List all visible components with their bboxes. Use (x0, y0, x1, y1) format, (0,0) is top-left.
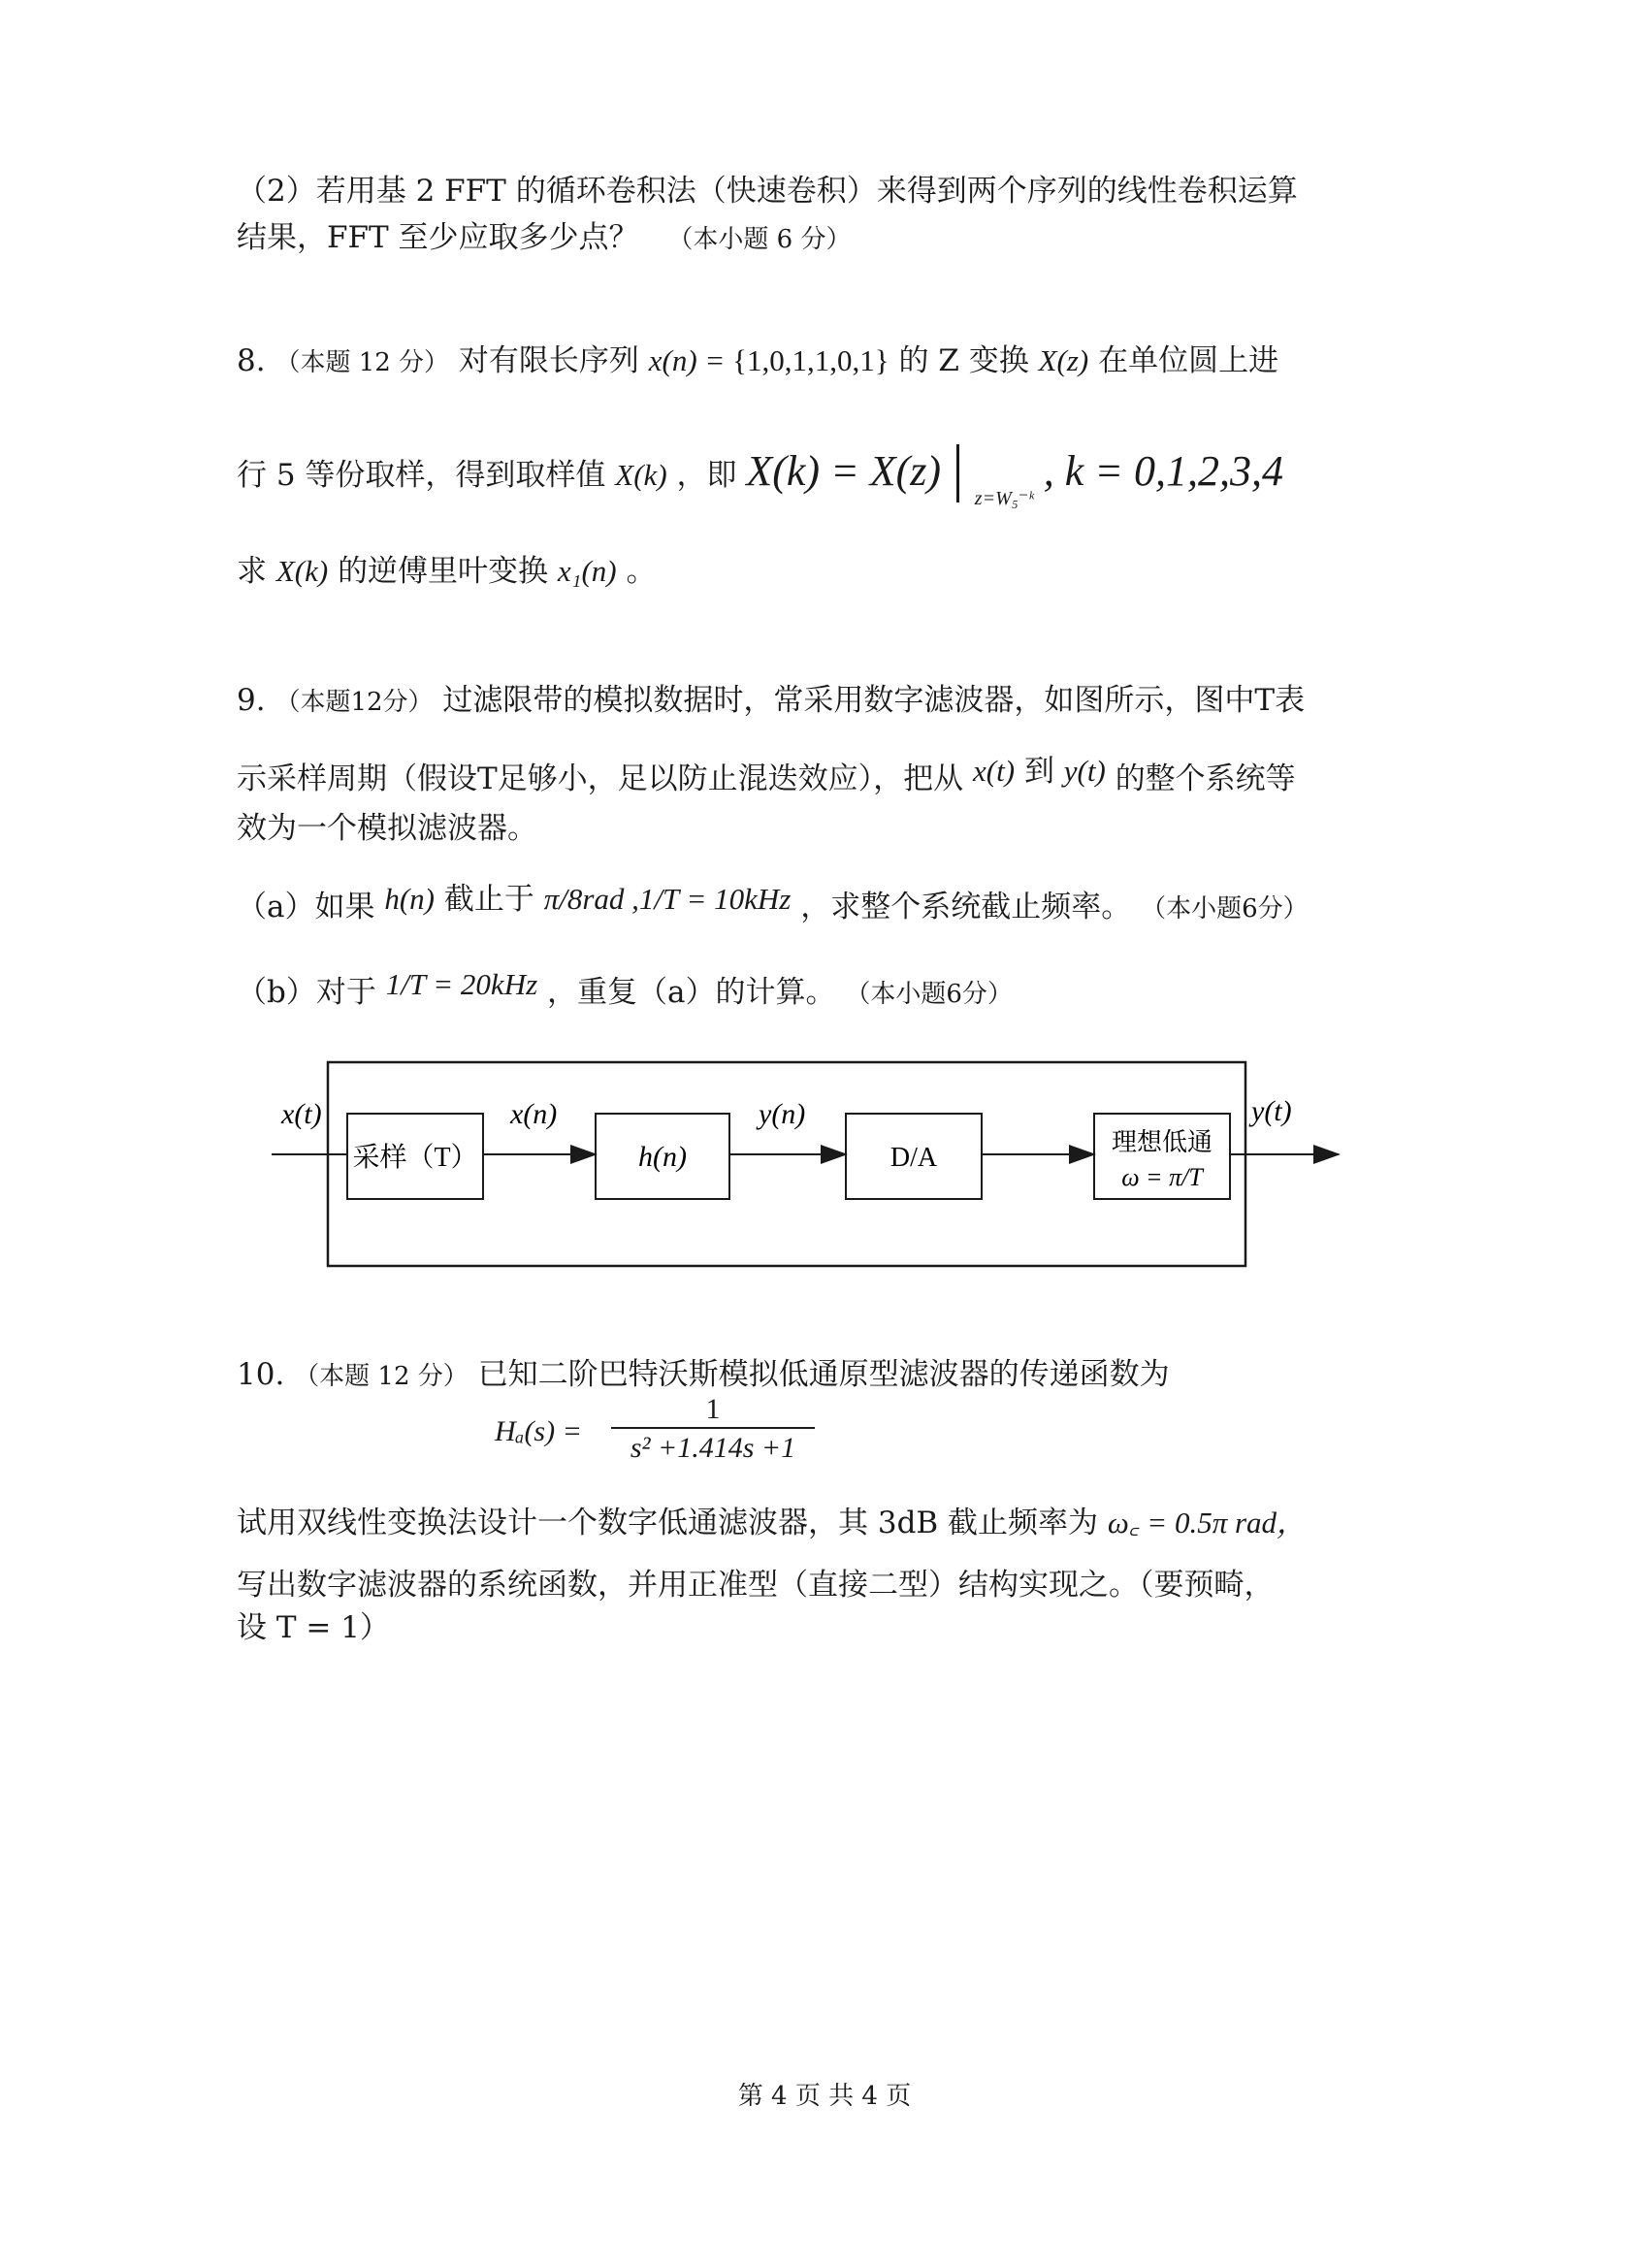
q8-line3-xk: X(k) (275, 554, 329, 588)
q10-line4: 设 T = 1） (237, 1610, 390, 1645)
filter-label: h(n) (638, 1141, 687, 1173)
q7-part2-points: （本小题 6 分） (667, 225, 852, 254)
q9-line1-text: 过滤限带的模拟数据时，常采用数字滤波器，如图所示，图中T表 (442, 683, 1306, 718)
q8-line1 (237, 340, 1278, 384)
q9-b-label: （b）对于 (237, 975, 376, 1010)
q9-points: （本题12分） (275, 688, 434, 717)
q9-line2-yt: y(t) (1063, 754, 1106, 788)
sampler-label: 采样（T） (352, 1143, 478, 1173)
tf-numerator: 1 (705, 1393, 721, 1425)
q8-line3-a: 求 (237, 554, 267, 589)
q9-line2-xt: x(t) (973, 754, 1016, 788)
q8-line2 (237, 444, 1283, 520)
q9-line2-to: 到 (1023, 754, 1054, 789)
q9-line2-a: 示采样周期（假设T足够小，足以防止混迭效应），把从 (237, 761, 964, 796)
diagram-xn-label: x(n) (510, 1098, 558, 1130)
q7-part2-line2 (237, 216, 852, 261)
q9-line2-b: 的整个系统等 (1115, 761, 1296, 796)
q9-a-points: （本小题6分） (1141, 894, 1309, 923)
tf-lhs: Hₐ(s) = (495, 1415, 582, 1447)
q9-part-a (237, 878, 1309, 930)
q8-text-b: 的 Z 变换 (898, 343, 1029, 378)
q9-part-b (237, 963, 1013, 1016)
diagram-output-label: y(t) (1251, 1095, 1292, 1127)
q8-number: 8. (237, 343, 266, 378)
q10-line2-a: 试用双线性变换法设计一个数字低通滤波器，其 3dB 截止频率为 (237, 1506, 1099, 1540)
q9-b-tail: ，重复（a）的计算。 (547, 975, 836, 1010)
page-footer: 第 4 页 共 4 页 (737, 2082, 912, 2111)
q9-a-label: （a）如果 (237, 890, 375, 924)
q8-line2-b: ，即 (676, 458, 737, 493)
q10-points: （本题 12 分） (294, 1362, 469, 1391)
q8-formula-lhs: X(k) = X(z) (746, 447, 942, 495)
q9-b-math: 1/T = 20kHz (385, 967, 538, 1001)
q10-line3: 写出数字滤波器的系统函数，并用正准型（直接二型）结构实现之。（要预畸， (237, 1568, 1275, 1603)
q9-a-math: π/8rad ,1/T = 10kHz (543, 882, 792, 916)
lowpass-label-line2: ω = π/T (1121, 1163, 1203, 1191)
q8-line3-b: 的逆傅里叶变换 (338, 554, 549, 589)
q8-seq-values: {1,0,1,1,0,1} (732, 343, 889, 377)
q8-line3-x1: x₁(n) (557, 554, 617, 588)
q8-text-a: 对有限长序列 (458, 343, 639, 378)
q10-number: 10. (237, 1357, 285, 1392)
tf-denominator: s² +1.414s +1 (630, 1432, 796, 1464)
block-diagram (0, 1048, 1649, 1280)
q7-part2-text: 结果，FFT 至少应取多少点？ (237, 220, 639, 255)
q8-line2-a: 行 5 等份取样，得到取样值 (237, 458, 606, 493)
q9-line2 (237, 750, 1296, 800)
q10-line1-text: 已知二阶巴特沃斯模拟低通原型滤波器的传递函数为 (477, 1357, 1170, 1392)
lowpass-label-line1: 理想低通 (1111, 1128, 1213, 1156)
q9-line1 (237, 679, 1305, 724)
q8-points: （本题 12 分） (275, 348, 450, 377)
q9-number: 9. (237, 683, 266, 718)
q8-text-c: 在单位圆上进 (1098, 343, 1279, 378)
diagram-yn-label: y(n) (759, 1098, 806, 1130)
q8-line3 (237, 550, 656, 593)
q8-seq-lhs: x(n) = (648, 343, 733, 377)
q7-part2-line1: （2）若用基 2 FFT 的循环卷积法（快速卷积）来得到两个序列的线性卷积运算 (237, 174, 1298, 209)
da-label: D/A (889, 1143, 938, 1173)
q8-formula-sub: z=W₅⁻ᵏ (974, 488, 1034, 509)
q9-a-cut: 截止于 (443, 882, 534, 917)
q8-evaluation-bar (956, 444, 959, 502)
diagram-input-label: x(t) (281, 1098, 322, 1130)
q9-a-hn: h(n) (384, 882, 435, 916)
q9-a-tail: ，求整个系统截止频率。 (800, 890, 1132, 924)
q9-b-points: （本小题6分） (845, 980, 1013, 1009)
q8-xz: X(z) (1038, 343, 1089, 377)
q9-line3: 效为一个模拟滤波器。 (237, 811, 537, 846)
q8-formula-rhs: , k = 0,1,2,3,4 (1043, 447, 1283, 495)
q10-line2 (237, 1502, 1307, 1544)
q8-xk: X(k) (615, 458, 667, 492)
q8-line3-end: 。 (626, 554, 657, 589)
q10-omega-c: ω꜀ = 0.5π rad， (1107, 1506, 1308, 1539)
